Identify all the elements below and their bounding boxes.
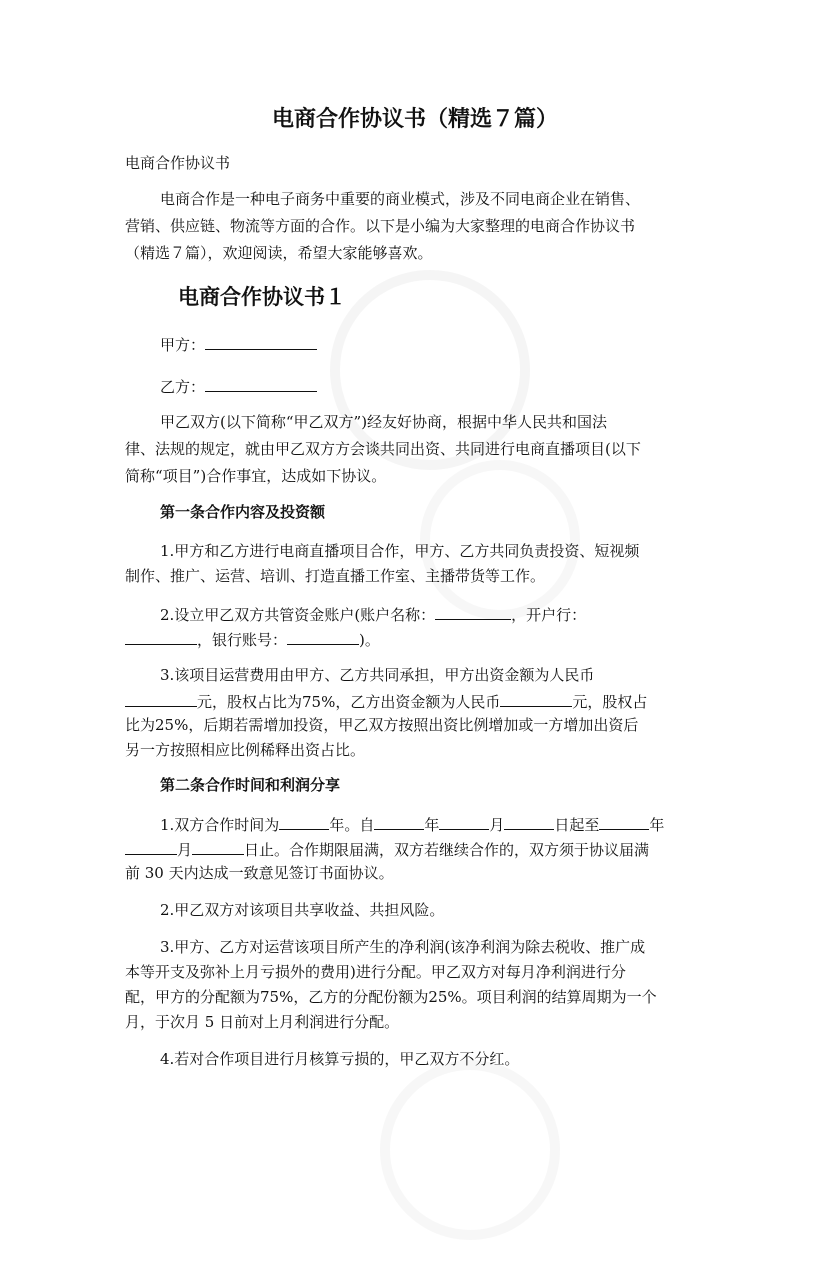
month-blank [439,813,489,830]
para-line: 前 30 天内达成一致意见签订书面协议。 [125,864,394,882]
amount-blank [500,690,572,707]
para-line: 律、法规的规定，就由甲乙双方方会谈共同出资、共同进行电商直播项目(以下 [125,440,641,458]
party-b-label: 乙方： [160,378,206,396]
account-number-blank [287,628,359,645]
para-line: 本等开支及弥补上月亏损外的费用)进行分配。甲乙双方对每月净利润进行分 [125,963,626,981]
bank-blank [125,628,197,645]
month-blank [125,838,177,855]
para-line: 2.甲乙双方对该项目共享收益、共担风险。 [160,901,445,919]
para-line [160,813,664,835]
text-span: ，开户行： [511,606,587,624]
document-subtitle: 电商合作协议书 [125,154,231,172]
section-heading: 电商合作协议书１ [178,284,346,309]
party-b-blank [205,375,317,392]
intro-line: 营销、供应链、物流等方面的合作。以下是小编为大家整理的电商合作协议书 [125,217,636,235]
year-blank [374,813,424,830]
account-name-blank [435,603,511,620]
text-span: 月 [489,816,505,834]
para-line: 简称“项目”)合作事宜，达成如下协议。 [125,467,387,485]
para-line: 甲乙双方(以下简称“甲乙双方”)经友好协商，根据中华人民共和国法 [160,413,608,431]
text-span: )。 [359,631,380,649]
para-line: 制作、推广、运营、培训、打造直播工作室、主播带货等工作。 [125,567,546,585]
year-blank [599,813,649,830]
intro-line: （精选７篇），欢迎阅读，希望大家能够喜欢。 [125,244,433,262]
intro-line: 电商合作是一种电子商务中重要的商业模式，涉及不同电商企业在销售、 [160,190,641,208]
para-line [125,838,649,860]
party-b-line [160,375,317,397]
para-line: 配，甲方的分配额为75%，乙方的分配份额为25%。项目利润的结算周期为一个 [125,988,657,1006]
text-span: 年 [424,816,440,834]
para-line [125,690,647,712]
para-line: 1.甲方和乙方进行电商直播项目合作，甲方、乙方共同负责投资、短视频 [160,542,640,560]
text-span: 年。自 [329,816,375,834]
day-blank [504,813,554,830]
para-line: 月，于次月 5 日前对上月利润进行分配。 [125,1013,400,1031]
text-span: 月 [177,841,193,859]
para-line: 4.若对合作项目进行月核算亏损的，甲乙双方不分红。 [160,1050,520,1068]
party-a-blank [205,333,317,350]
text-span: 日止。合作期限届满，双方若继续合作的，双方须于协议届满 [244,841,650,859]
para-line: 3.甲方、乙方对运营该项目所产生的净利润(该净利润为除去税收、推广成 [160,938,646,956]
text-span: 元，股权占 [572,693,648,711]
text-span: 年 [649,816,665,834]
amount-blank [125,690,197,707]
para-line: 3.该项目运营费用由甲方、乙方共同承担，甲方出资金额为人民币 [160,666,595,684]
article-heading: 第一条合作内容及投资额 [160,503,326,521]
party-a-line [160,333,317,355]
text-span: 元，股权占比为75%，乙方出资金额为人民币 [197,693,501,711]
para-line [160,603,586,625]
day-blank [192,838,244,855]
party-a-label: 甲方： [160,336,206,354]
text-span: 日起至 [554,816,600,834]
para-line [125,628,380,650]
document-title: 电商合作协议书（精选７篇） [271,106,558,132]
text-span: ，银行账号： [197,631,288,649]
text-span: 1.双方合作时间为 [160,816,280,834]
text-span: 2.设立甲乙双方共管资金账户(账户名称： [160,606,436,624]
article-heading: 第二条合作时间和利润分享 [160,776,341,794]
para-line: 比为25%，后期若需增加投资，甲乙双方按照出资比例增加或一方增加出资后 [125,716,639,734]
term-blank [279,813,329,830]
para-line: 另一方按照相应比例稀释出资占比。 [125,741,366,759]
